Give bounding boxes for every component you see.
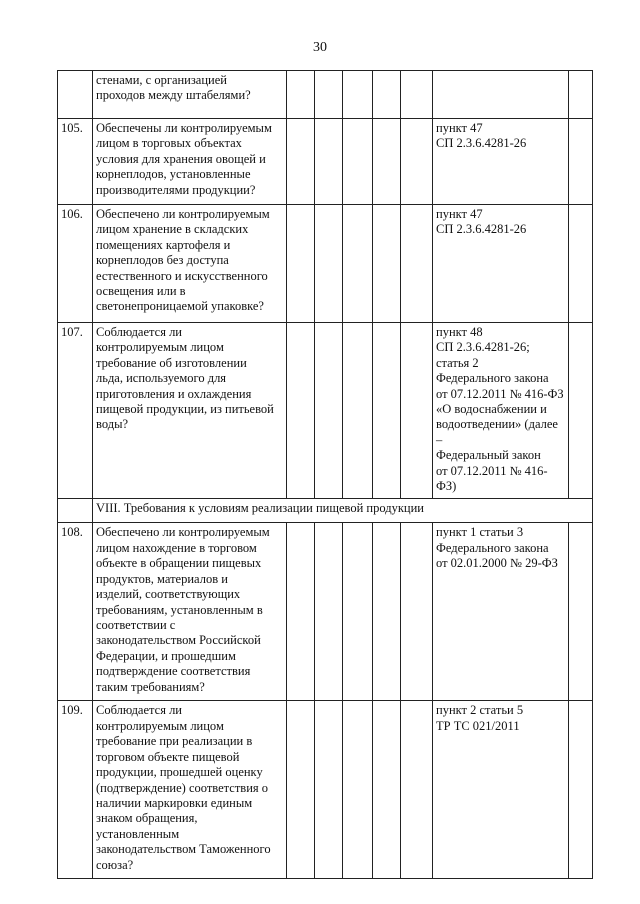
text-line: СП 2.3.6.4281-26; bbox=[436, 340, 530, 355]
answer-cell bbox=[343, 323, 373, 499]
text-line: приготовления и охлаждения bbox=[96, 386, 252, 401]
text-line: помещениях картофеля и bbox=[96, 237, 231, 252]
note-cell bbox=[569, 523, 593, 701]
text-line: требование об изготовлении bbox=[96, 355, 247, 370]
answer-cell bbox=[315, 71, 343, 119]
text-line: от 07.12.2011 № 416-ФЗ) bbox=[436, 463, 548, 494]
text-line: СП 2.3.6.4281-26 bbox=[436, 222, 527, 237]
item-number: 106. bbox=[61, 207, 83, 221]
item-number-cell bbox=[58, 523, 93, 701]
answer-cell bbox=[315, 205, 343, 323]
answer-cell bbox=[287, 71, 315, 119]
text-line: Федерального закона bbox=[436, 371, 549, 386]
text-line: Обеспечено ли контролируемым bbox=[96, 525, 270, 540]
text-line: условия для хранения овощей и bbox=[96, 151, 266, 166]
item-number-cell bbox=[58, 119, 93, 205]
text-line: пункт 48 bbox=[436, 325, 483, 339]
text-line: подтверждение соответствия bbox=[96, 664, 251, 679]
section-row bbox=[58, 499, 593, 523]
answer-cell bbox=[343, 205, 373, 323]
text-line: знаком обращения, bbox=[96, 811, 198, 826]
answer-cell bbox=[315, 119, 343, 205]
text-line: требование при реализации в bbox=[96, 734, 253, 749]
table-row bbox=[58, 71, 593, 119]
text-line: пункт 47 bbox=[436, 121, 483, 135]
text-line: пункт 2 статьи 5 bbox=[436, 703, 524, 718]
text-line: соответствии с bbox=[96, 617, 176, 632]
item-number-cell bbox=[58, 71, 93, 119]
item-number: 105. bbox=[61, 121, 83, 135]
text-line: Федерации, и прошедшим bbox=[96, 648, 236, 663]
text-line: продуктов, материалов и bbox=[96, 571, 228, 586]
text-line: статья 2 bbox=[436, 355, 479, 370]
text-line: Обеспечено ли контролируемым bbox=[96, 207, 270, 221]
question-cell bbox=[93, 119, 287, 205]
reference-cell bbox=[433, 205, 569, 323]
text-line: воды? bbox=[96, 417, 129, 432]
answer-cell bbox=[373, 523, 401, 701]
text-line: лицом в торговых объектах bbox=[96, 136, 242, 151]
answer-cell bbox=[373, 701, 401, 879]
item-number-cell bbox=[58, 701, 93, 879]
text-line: водоотведении» (далее – bbox=[436, 417, 558, 447]
text-line: таким требованиям? bbox=[96, 679, 205, 694]
table-row bbox=[58, 205, 593, 323]
answer-cell bbox=[343, 119, 373, 205]
text-line: лицом нахождение в торговом bbox=[96, 540, 257, 555]
question-cell bbox=[93, 523, 287, 701]
text-line: изделий, соответствующих bbox=[96, 587, 241, 602]
answer-cell bbox=[287, 323, 315, 499]
text-line: СП 2.3.6.4281-26 bbox=[436, 136, 527, 151]
section-heading: VIII. Требования к условиям реализации пищевой продукции bbox=[93, 499, 593, 523]
note-cell bbox=[569, 71, 593, 119]
answer-cell bbox=[401, 205, 433, 323]
item-number: 108. bbox=[61, 525, 83, 540]
text-line: установленным bbox=[96, 826, 180, 841]
answer-cell bbox=[401, 119, 433, 205]
text-line: производителями продукции? bbox=[96, 182, 256, 197]
note-cell bbox=[569, 119, 593, 205]
text-line: Соблюдается ли bbox=[96, 325, 182, 339]
item-number: 109. bbox=[61, 703, 83, 718]
note-cell bbox=[569, 323, 593, 499]
answer-cell bbox=[373, 323, 401, 499]
answer-cell bbox=[287, 205, 315, 323]
answer-cell bbox=[343, 701, 373, 879]
text-line: пункт 47 bbox=[436, 207, 483, 221]
answer-cell bbox=[315, 323, 343, 499]
reference-cell bbox=[433, 701, 569, 879]
text-line: (подтверждение) соответствия о bbox=[96, 780, 269, 795]
answer-cell bbox=[343, 523, 373, 701]
text-line: Федерального закона bbox=[436, 540, 549, 555]
text-line: наличии маркировки единым bbox=[96, 795, 253, 810]
text-line: законодательством Таможенного bbox=[96, 842, 271, 857]
question-cell bbox=[93, 71, 287, 119]
table-row bbox=[58, 323, 593, 499]
reference-cell bbox=[433, 71, 569, 119]
text-line: льда, используемого для bbox=[96, 371, 227, 386]
question-cell bbox=[93, 323, 287, 499]
text-line: контролируемым лицом bbox=[96, 718, 224, 733]
text-line: светонепроницаемой упаковке? bbox=[96, 299, 264, 314]
reference-cell bbox=[433, 523, 569, 701]
reference-cell bbox=[433, 323, 569, 499]
text-line: продукции, прошедшей оценку bbox=[96, 765, 263, 780]
question-cell bbox=[93, 205, 287, 323]
text-line: от 02.01.2000 № 29-ФЗ bbox=[436, 556, 558, 571]
text-line: Соблюдается ли bbox=[96, 703, 182, 718]
reference-cell bbox=[433, 119, 569, 205]
text-line: пункт 1 статьи 3 bbox=[436, 525, 524, 540]
table-row bbox=[58, 701, 593, 879]
answer-cell bbox=[343, 71, 373, 119]
text-line: проходов между штабелями? bbox=[96, 88, 251, 103]
checklist-table bbox=[57, 70, 593, 879]
table-body bbox=[58, 71, 593, 879]
item-number-cell bbox=[58, 323, 93, 499]
answer-cell bbox=[401, 701, 433, 879]
answer-cell bbox=[373, 71, 401, 119]
text-line: объекте в обращении пищевых bbox=[96, 556, 262, 571]
text-line: законодательством Российской bbox=[96, 633, 261, 648]
text-line: контролируемым лицом bbox=[96, 340, 224, 355]
answer-cell bbox=[373, 119, 401, 205]
note-cell bbox=[569, 701, 593, 879]
answer-cell bbox=[401, 523, 433, 701]
page-number: 30 bbox=[313, 40, 327, 55]
section-empty-cell bbox=[58, 499, 93, 523]
item-number-cell bbox=[58, 205, 93, 323]
text-line: корнеплодов без доступа bbox=[96, 253, 229, 268]
answer-cell bbox=[287, 701, 315, 879]
answer-cell bbox=[315, 701, 343, 879]
text-line: Обеспечены ли контролируемым bbox=[96, 121, 272, 135]
answer-cell bbox=[287, 523, 315, 701]
text-line: пищевой продукции, из питьевой bbox=[96, 402, 274, 417]
item-number: 107. bbox=[61, 325, 83, 339]
note-cell bbox=[569, 205, 593, 323]
question-cell bbox=[93, 701, 287, 879]
text-line: освещения или в bbox=[96, 284, 186, 299]
text-line: Федеральный закон bbox=[436, 448, 541, 463]
text-line: требованиям, установленным в bbox=[96, 602, 263, 617]
text-line: ТР ТС 021/2011 bbox=[436, 718, 520, 733]
text-line: стенами, с организацией bbox=[96, 73, 227, 87]
table-row bbox=[58, 523, 593, 701]
text-line: от 07.12.2011 № 416-ФЗ bbox=[436, 386, 564, 401]
table-row bbox=[58, 119, 593, 205]
answer-cell bbox=[401, 323, 433, 499]
answer-cell bbox=[373, 205, 401, 323]
text-line: корнеплодов, установленные bbox=[96, 167, 251, 182]
answer-cell bbox=[287, 119, 315, 205]
text-line: торговом объекте пищевой bbox=[96, 749, 240, 764]
text-line: «О водоснабжении и bbox=[436, 402, 547, 417]
text-line: союза? bbox=[96, 857, 134, 872]
answer-cell bbox=[401, 71, 433, 119]
text-line: лицом хранение в складских bbox=[96, 222, 249, 237]
answer-cell bbox=[315, 523, 343, 701]
text-line: естественного и искусственного bbox=[96, 268, 268, 283]
